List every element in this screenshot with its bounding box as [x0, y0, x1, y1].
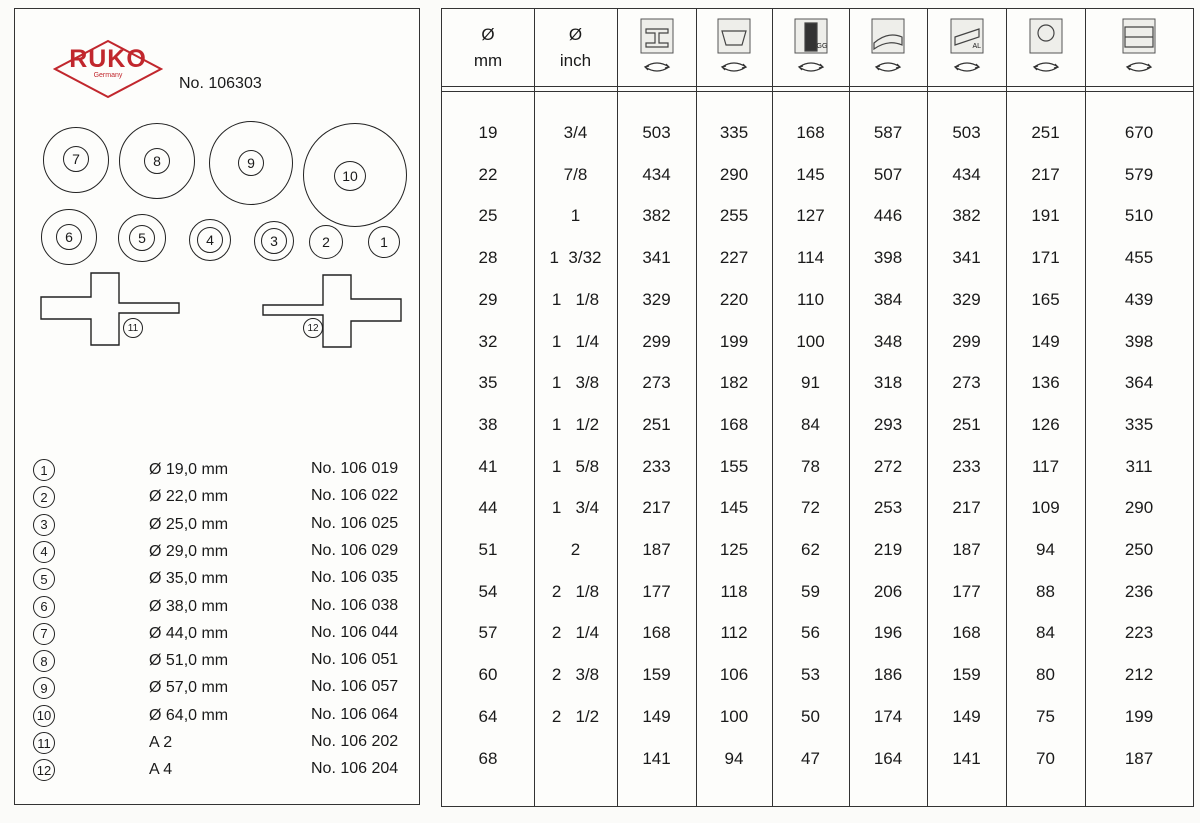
legend-row [15, 594, 421, 621]
sheet-metal-tray-icon [714, 17, 754, 77]
legend-size: Ø 38,0 mm [149, 597, 229, 615]
cell-diameter-mm: 38 [478, 414, 498, 434]
cell-rpm: 186 [873, 665, 903, 685]
label-5: 5 [129, 225, 155, 251]
label-10: 10 [334, 161, 366, 191]
table-row [442, 749, 1193, 773]
table-row [442, 540, 1193, 564]
legend-num: 12 [33, 759, 55, 781]
legend-article-no: No. 106 202 [311, 733, 399, 750]
legend-row [15, 675, 421, 702]
cell-rpm: 171 [1031, 248, 1060, 268]
cell-rpm: 109 [1031, 498, 1060, 518]
cell-rpm: 118 [720, 581, 748, 601]
cell-rpm: 341 [952, 248, 981, 268]
cell-diameter-inch: 2 1/4 [551, 623, 600, 643]
cell-rpm: 141 [952, 748, 981, 768]
legend-size: A 4 [149, 761, 173, 779]
legend-size: Ø 64,0 mm [149, 706, 229, 724]
cell-rpm: 290 [719, 164, 749, 184]
legend-row [15, 648, 421, 675]
cell-diameter-mm: 35 [478, 373, 498, 393]
cell-rpm: 59 [801, 581, 820, 601]
cell-rpm: 168 [796, 123, 825, 142]
legend-size: A 2 [149, 734, 173, 751]
cell-diameter-mm: 22 [478, 164, 498, 184]
rpm-table [441, 8, 1194, 807]
cell-rpm: 84 [801, 414, 820, 434]
cell-rpm: 364 [1124, 373, 1154, 393]
legend-size: Ø 44,0 mm [149, 624, 229, 642]
cell-rpm: 335 [1124, 414, 1154, 434]
cell-diameter-mm: 32 [478, 331, 498, 351]
arbor-a2-shape [39, 271, 189, 347]
cell-rpm: 127 [796, 206, 825, 226]
table-row [442, 332, 1193, 356]
table-row [442, 123, 1193, 147]
cell-rpm: 434 [642, 164, 671, 184]
cell-rpm: 53 [801, 665, 820, 685]
cell-rpm: 236 [1124, 581, 1154, 601]
legend-num: 8 [33, 650, 55, 672]
cell-rpm: 212 [1124, 665, 1154, 685]
cell-rpm: 168 [642, 623, 671, 643]
legend-row [15, 566, 421, 593]
cell-rpm: 94 [1036, 540, 1055, 559]
header-inch-symbol: Ø [568, 25, 583, 44]
legend-num: 10 [33, 705, 55, 727]
legend-num: 2 [33, 486, 55, 508]
cell-rpm: 507 [873, 164, 903, 184]
legend-size: Ø 25,0 mm [149, 515, 229, 533]
cell-rpm: 164 [873, 748, 903, 768]
wood-icon [1119, 17, 1159, 77]
cell-rpm: 149 [952, 706, 981, 726]
table-row [442, 206, 1193, 230]
cell-rpm: 670 [1124, 123, 1154, 142]
cell-rpm: 187 [642, 540, 671, 559]
cell-rpm: 250 [1124, 540, 1154, 559]
cell-rpm: 446 [873, 206, 903, 226]
cell-rpm: 382 [952, 206, 981, 226]
cell-rpm: 114 [796, 248, 825, 268]
legend-size: Ø 29,0 mm [149, 542, 229, 560]
cell-rpm: 62 [801, 540, 820, 559]
legend-num: 5 [33, 568, 55, 590]
cell-rpm: 273 [642, 373, 671, 393]
legend-row [15, 621, 421, 648]
label-4: 4 [197, 227, 223, 253]
legend-num: 4 [33, 541, 55, 563]
legend-article-no: No. 106 038 [311, 596, 399, 614]
cell-rpm: 255 [719, 206, 749, 226]
cell-diameter-mm: 60 [478, 665, 498, 685]
cell-rpm: 159 [642, 665, 671, 685]
legend-row [15, 512, 421, 539]
cell-diameter-inch: 2 1/8 [551, 581, 600, 601]
cell-rpm: 293 [873, 414, 903, 434]
table-row [442, 248, 1193, 272]
header-inch-unit: inch [559, 51, 592, 70]
table-row [442, 415, 1193, 439]
cell-rpm: 125 [719, 540, 749, 559]
legend-row [15, 730, 421, 757]
legend-row [15, 457, 421, 484]
legend-row [15, 484, 421, 511]
cell-diameter-inch: 2 3/8 [551, 665, 600, 685]
cell-rpm: 159 [952, 665, 981, 685]
cell-rpm: 187 [952, 540, 981, 559]
cell-rpm: 199 [1124, 706, 1154, 726]
cell-diameter-mm: 68 [478, 748, 498, 768]
cell-rpm: 398 [1124, 331, 1154, 351]
cell-rpm: 217 [642, 498, 671, 518]
cell-rpm: 72 [801, 498, 820, 518]
cell-diameter-mm: 54 [478, 581, 498, 601]
cell-rpm: 112 [720, 623, 748, 643]
cell-rpm: 329 [642, 289, 671, 309]
cell-diameter-inch: 2 [570, 540, 581, 559]
table-row [442, 373, 1193, 397]
cell-rpm: 177 [952, 581, 981, 601]
cell-rpm: 75 [1036, 706, 1055, 726]
cell-rpm: 227 [719, 248, 749, 268]
legend-num: 1 [33, 459, 55, 481]
cell-rpm: 196 [873, 623, 903, 643]
plastic-part-icon [1026, 17, 1066, 77]
cell-rpm: 272 [873, 456, 903, 476]
cell-diameter-inch: 1 3/32 [549, 248, 602, 268]
cell-rpm: 299 [642, 331, 671, 351]
cell-diameter-inch: 1 1/2 [551, 414, 600, 434]
cell-rpm: 165 [1031, 289, 1060, 309]
cell-diameter-inch: 1 1/4 [551, 331, 600, 351]
legend-article-no: No. 106 057 [311, 678, 399, 696]
table-row [442, 457, 1193, 481]
product-number: No. 106303 [179, 75, 262, 92]
cell-rpm: 149 [1031, 331, 1060, 351]
cell-rpm: 348 [873, 331, 903, 351]
cell-diameter-inch: 1 5/8 [551, 456, 600, 476]
header-mm-symbol: Ø [481, 25, 495, 44]
cell-rpm: 88 [1036, 581, 1055, 601]
legend-article-no: No. 106 019 [311, 460, 399, 477]
legend-size: Ø 35,0 mm [149, 570, 229, 588]
cell-rpm: 145 [796, 164, 825, 184]
icon-label: GG [816, 43, 828, 50]
label-1: 1 [368, 226, 400, 258]
cell-rpm: 335 [719, 123, 749, 142]
cell-rpm: 253 [873, 498, 903, 518]
legend-article-no: No. 106 044 [311, 623, 399, 641]
left-panel [14, 8, 420, 805]
icon-label: AL [972, 43, 982, 50]
label-7: 7 [63, 146, 89, 172]
legend-article-no: No. 106 022 [311, 487, 399, 505]
cell-rpm: 223 [1124, 623, 1154, 643]
cell-diameter-mm: 28 [478, 248, 498, 268]
cell-diameter-inch: 7/8 [563, 164, 588, 184]
cell-rpm: 329 [952, 289, 981, 309]
cell-rpm: 70 [1036, 748, 1055, 768]
cell-rpm: 217 [1031, 164, 1060, 184]
cell-rpm: 191 [1031, 206, 1060, 226]
table-row [442, 582, 1193, 606]
cell-rpm: 117 [1031, 456, 1060, 476]
cell-diameter-mm: 44 [478, 498, 498, 518]
legend-size: Ø 19,0 mm [149, 461, 229, 478]
cell-rpm: 384 [873, 289, 903, 309]
legend-article-no: No. 106 035 [311, 569, 399, 587]
legend-num: 11 [33, 732, 55, 754]
cell-diameter-inch: 1 3/4 [551, 498, 600, 518]
cell-diameter-inch: 1 [570, 206, 581, 226]
cell-diameter-mm: 19 [478, 123, 498, 142]
cell-rpm: 141 [642, 748, 671, 768]
cell-rpm: 434 [952, 164, 981, 184]
cell-rpm: 510 [1124, 206, 1154, 226]
cell-rpm: 503 [952, 123, 981, 142]
cell-rpm: 220 [719, 289, 749, 309]
cell-diameter-mm: 51 [478, 540, 498, 559]
cell-rpm: 50 [801, 706, 820, 726]
cell-rpm: 290 [1124, 498, 1154, 518]
label-3: 3 [261, 228, 287, 254]
cell-diameter-inch: 1 1/8 [551, 289, 600, 309]
cell-rpm: 219 [873, 540, 903, 559]
copper-pipe-icon [868, 17, 908, 77]
legend-article-no: No. 106 204 [311, 760, 399, 778]
cell-rpm: 47 [801, 748, 820, 768]
cell-rpm: 136 [1031, 373, 1060, 393]
cell-diameter-mm: 57 [478, 623, 498, 643]
header-rule-2 [442, 91, 1193, 92]
legend-row [15, 539, 421, 566]
arbor-a4-shape [261, 273, 407, 349]
cell-rpm: 299 [952, 331, 981, 351]
cell-rpm: 182 [719, 373, 749, 393]
label-6: 6 [56, 224, 82, 250]
table-row [442, 707, 1193, 731]
header-mm-unit: mm [473, 51, 503, 70]
cell-rpm: 341 [642, 248, 671, 268]
cell-rpm: 187 [1124, 748, 1154, 768]
table-row [442, 498, 1193, 522]
cell-diameter-mm: 25 [478, 206, 498, 226]
cell-rpm: 199 [719, 331, 749, 351]
legend-article-no: No. 106 064 [311, 705, 399, 723]
cell-rpm: 233 [642, 456, 671, 476]
table-row [442, 665, 1193, 689]
cell-rpm: 311 [1125, 456, 1153, 476]
cell-rpm: 100 [719, 706, 749, 726]
legend-row [15, 703, 421, 730]
cell-rpm: 318 [873, 373, 903, 393]
cell-rpm: 106 [719, 665, 749, 685]
cell-rpm: 56 [801, 623, 820, 643]
cell-rpm: 94 [724, 748, 744, 768]
legend-article-no: No. 106 051 [311, 651, 399, 669]
cell-rpm: 251 [952, 414, 981, 434]
legend-num: 9 [33, 677, 55, 699]
cell-rpm: 217 [952, 498, 981, 518]
brand-logo: RUKO [69, 45, 147, 73]
label-2: 2 [309, 225, 343, 259]
cell-rpm: 439 [1124, 289, 1154, 309]
cell-rpm: 174 [873, 706, 903, 726]
cell-rpm: 398 [873, 248, 903, 268]
legend-size: Ø 22,0 mm [149, 488, 229, 506]
cell-rpm: 110 [796, 289, 825, 309]
cell-rpm: 145 [719, 498, 749, 518]
cell-rpm: 251 [1031, 123, 1060, 142]
brand-sub: Germany [93, 72, 123, 79]
cell-rpm: 233 [952, 456, 981, 476]
table-row [442, 623, 1193, 647]
cell-rpm: 91 [801, 373, 820, 393]
legend-row [15, 757, 421, 784]
label-12: 12 [303, 318, 323, 338]
table-row [442, 290, 1193, 314]
cell-rpm: 168 [952, 623, 981, 643]
legend-num: 3 [33, 514, 55, 536]
legend-article-no: No. 106 029 [311, 541, 399, 559]
cell-rpm: 149 [642, 706, 671, 726]
label-11: 11 [123, 318, 143, 338]
legend-num: 7 [33, 623, 55, 645]
cell-diameter-mm: 41 [478, 456, 498, 476]
cell-diameter-inch: 3/4 [563, 123, 588, 142]
cell-rpm: 587 [873, 123, 903, 142]
label-9: 9 [238, 150, 264, 176]
cell-rpm: 177 [642, 581, 671, 601]
legend-size: Ø 51,0 mm [149, 652, 229, 670]
cell-rpm: 382 [642, 206, 671, 226]
cell-rpm: 503 [642, 123, 671, 142]
cell-rpm: 206 [873, 581, 903, 601]
table-row [442, 165, 1193, 189]
steel-beam-icon [637, 17, 677, 77]
cell-diameter-inch: 2 1/2 [551, 706, 600, 726]
cell-diameter-mm: 64 [478, 706, 498, 726]
cell-rpm: 100 [796, 331, 825, 351]
cell-rpm: 155 [719, 456, 749, 476]
legend-article-no: No. 106 025 [311, 514, 399, 532]
legend-num: 6 [33, 596, 55, 618]
cell-diameter-inch: 1 3/8 [551, 373, 600, 393]
cell-rpm: 579 [1124, 164, 1154, 184]
cell-diameter-mm: 29 [478, 289, 498, 309]
cell-rpm: 126 [1031, 414, 1060, 434]
cell-rpm: 455 [1124, 248, 1154, 268]
cell-rpm: 80 [1036, 665, 1055, 685]
legend-size: Ø 57,0 mm [149, 679, 229, 697]
cell-rpm: 273 [952, 373, 981, 393]
label-8: 8 [144, 148, 170, 174]
header-rule-1 [442, 86, 1193, 87]
cell-rpm: 78 [801, 456, 820, 476]
cell-rpm: 84 [1036, 623, 1055, 643]
cell-rpm: 168 [719, 414, 749, 434]
cell-rpm: 251 [642, 414, 671, 434]
